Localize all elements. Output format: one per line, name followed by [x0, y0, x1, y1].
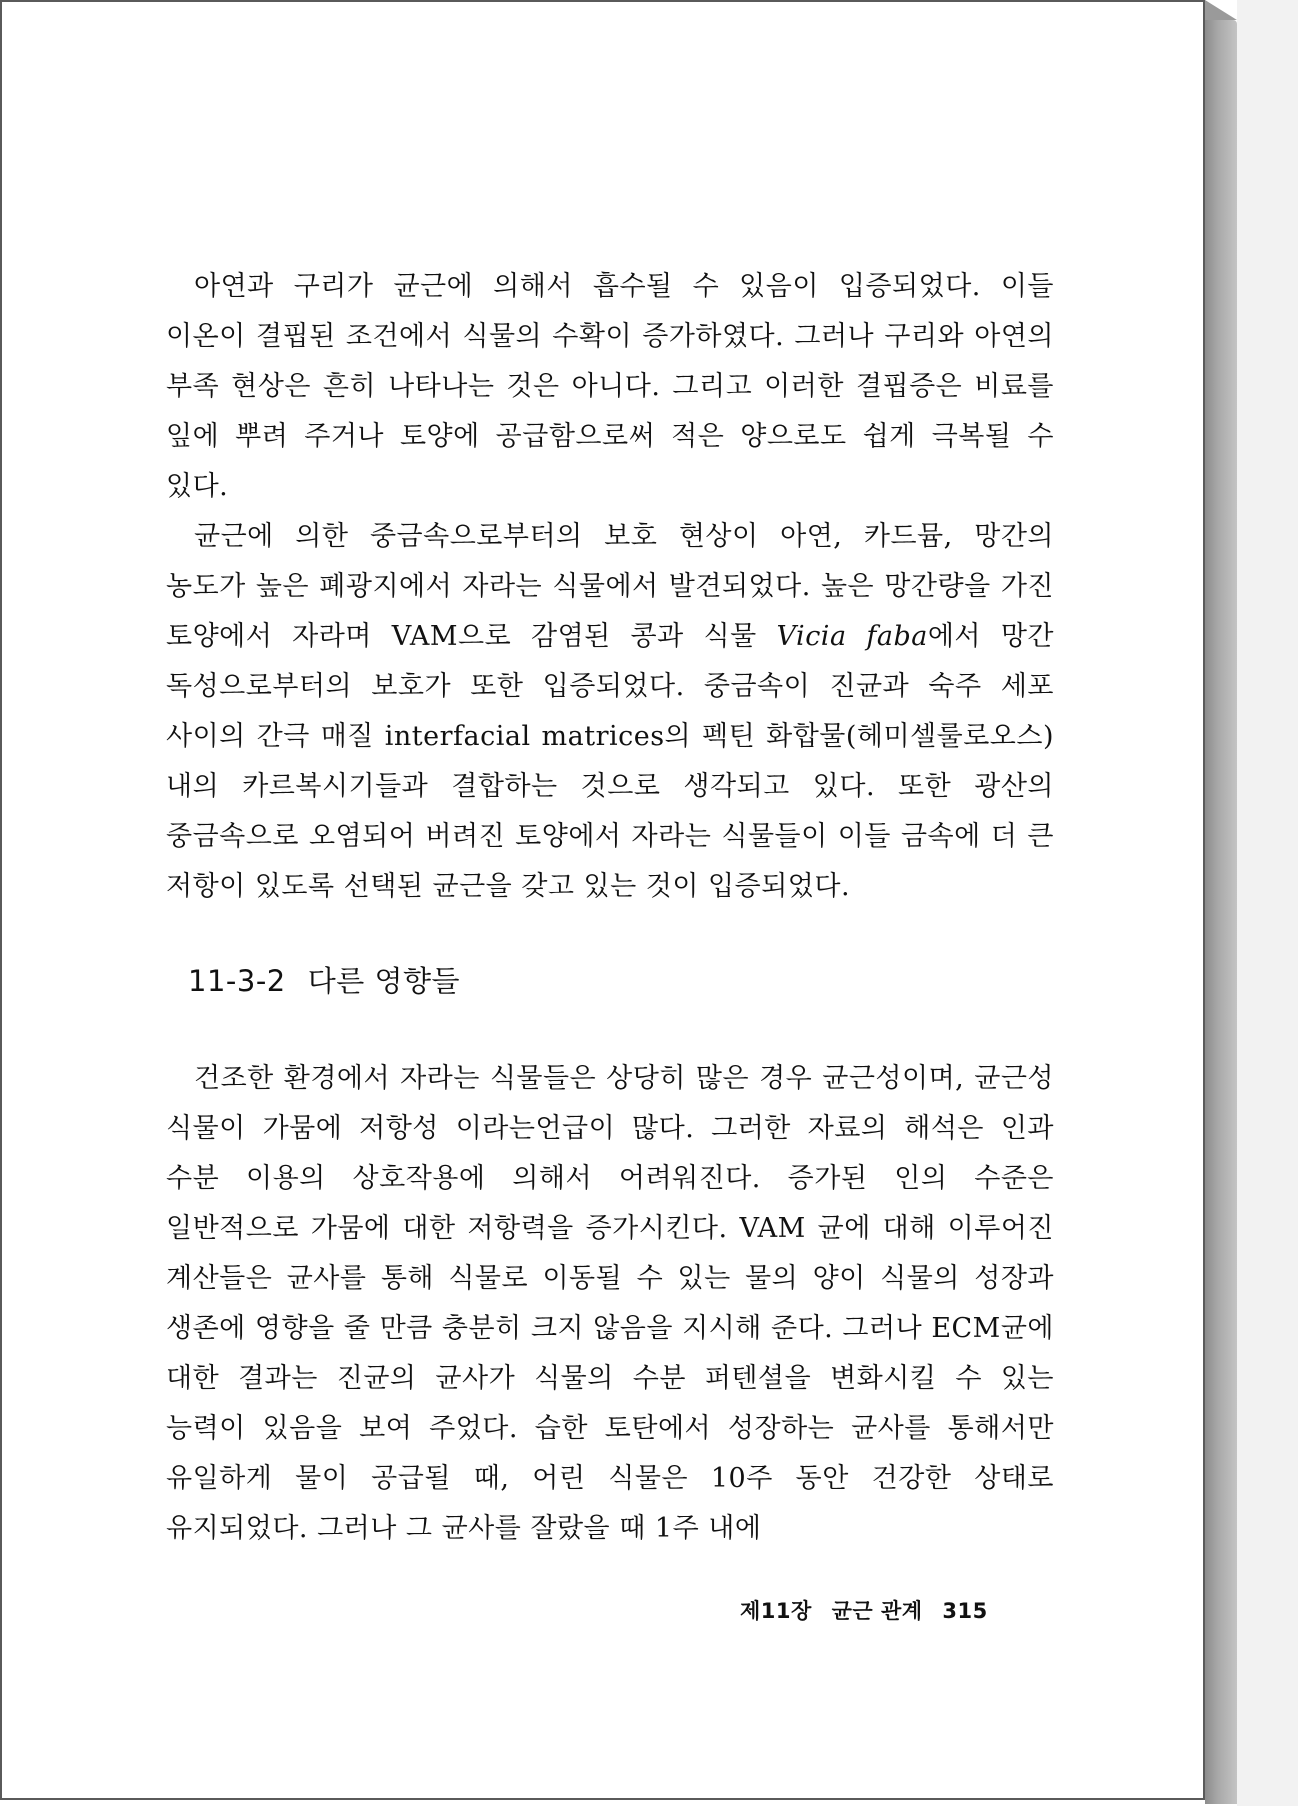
section-title: 다른 영향들: [307, 964, 461, 998]
paragraph-2-text-before: 균근에 의한 중금속으로부터의 보호 현상이 아연, 카드뮴, 망간의 농도가 높은 폐광지에서 자라는 식물에서 발견되었다. 높은 망간량을 가진 토양에서 자라며 VAM으로 감염된 콩과 식물: [166, 521, 1054, 652]
chapter-label: 제11장: [740, 1599, 812, 1623]
species-name: Vicia faba: [776, 621, 928, 652]
chapter-title: 균근 관계: [831, 1599, 923, 1623]
paragraph-2-text-after: 에서 망간 독성으로부터의 보호가 또한 입증되었다. 중금속이 진균과 숙주 세포 사이의 간극 매질 interfacial matrices의 펙틴 화합물(헤미셀룰로오스) 내의 카르복시기들과 결합하는 것으로 생각되고 있다. 또한 광산의 중금속으로 오염되어 버려진 토양에서 자라는 식물들이 이들 금속에 더 큰 저항이 있도록 선택된 균근을 갖고 있는 것이 입증되었다.: [166, 621, 1054, 902]
page-body: [166, 262, 1054, 1554]
paragraph-3: 건조한 환경에서 자라는 식물들은 상당히 많은 경우 균근성이며, 균근성 식물이 가뭄에 저항성 이라는언급이 많다. 그러한 자료의 해석은 인과 수분 이용의 상호작용에 의해서 어려워진다. 증가된 인의 수준은 일반적으로 가뭄에 대한 저항력을 증가시킨다. VAM 균에 대해 이루어진 계산들은 균사를 통해 식물로 이동될 수 있는 물의 양이 식물의 성장과 생존에 영향을 줄 만큼 충분히 크지 않음을 지시해 준다. 그러나 ECM균에 대한 결과는 진균의 균사가 식물의 수분 퍼텐셜을 변화시킬 수 있는 능력이 있음을 보여 주었다. 습한 토탄에서 성장하는 균사를 통해서만 유일하게 물이 공급될 때, 어린 식물은 10주 동안 건강한 상태로 유지되었다. 그러나 그 균사를 잘랐을 때 1주 내에: [166, 1063, 1054, 1544]
page-number: 315: [942, 1599, 988, 1623]
paragraph-2: [166, 512, 1054, 912]
page-stack-edge: [1205, 20, 1237, 1804]
page-edge-corner: [1205, 0, 1237, 20]
background-margin: [1237, 0, 1298, 1806]
section-number: 11-3-2: [188, 964, 286, 998]
section-heading: [188, 956, 1054, 1006]
page-footer: [740, 1595, 988, 1625]
paragraph-1: 아연과 구리가 균근에 의해서 흡수될 수 있음이 입증되었다. 이들 이온이 결핍된 조건에서 식물의 수확이 증가하였다. 그러나 구리와 아연의 부족 현상은 흔히 나타나는 것은 아니다. 그리고 이러한 결핍증은 비료를 잎에 뿌려 주거나 토양에 공급함으로써 적은 양으로도 쉽게 극복될 수 있다.: [166, 271, 1054, 502]
